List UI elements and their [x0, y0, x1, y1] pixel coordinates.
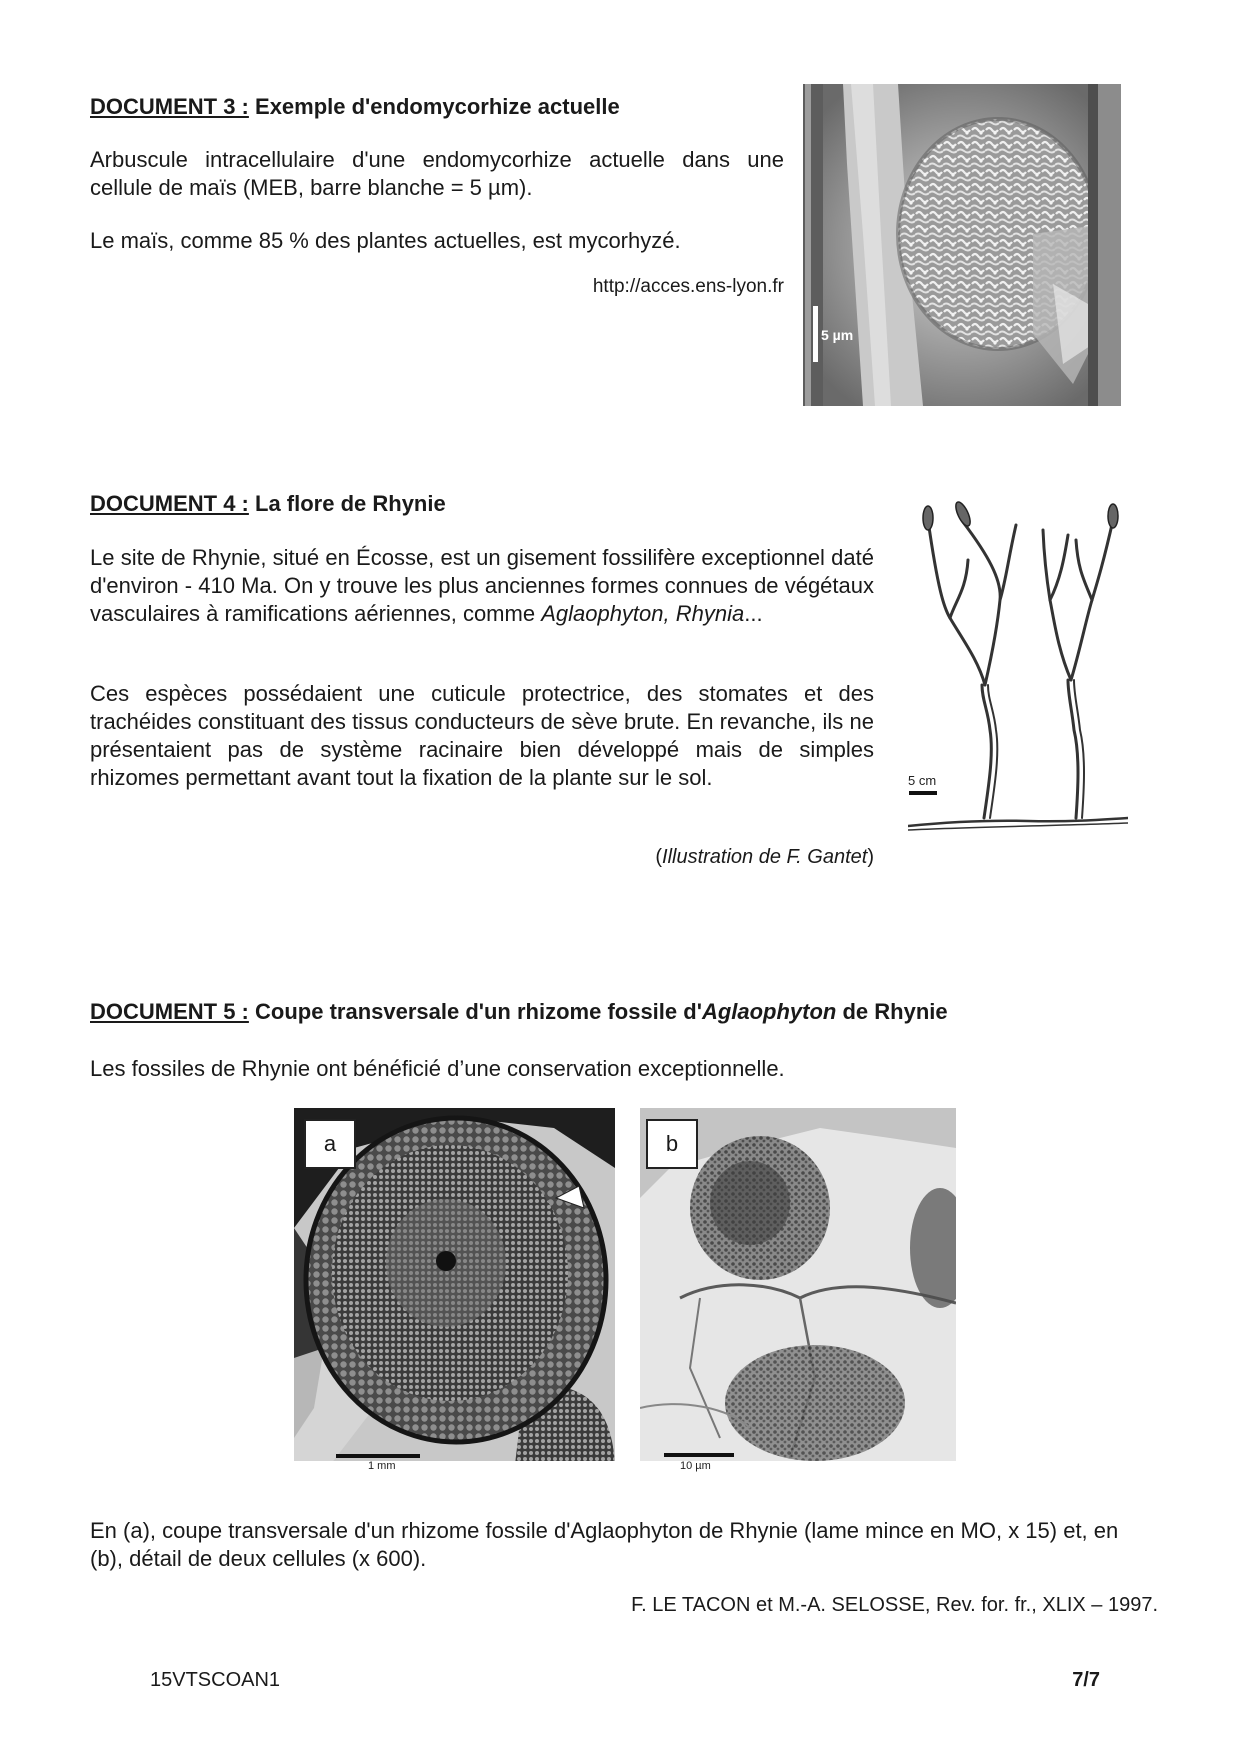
doc5-caption: En (a), coupe transversale d'un rhizome fossile d'Aglaophyton de Rhynie (lame mince en MO, x 15) et, en (b), détail de deux cellules (x 600).	[90, 1518, 1119, 1571]
doc3-heading	[90, 94, 790, 120]
doc4-credit-close: )	[867, 846, 874, 868]
rhizome-cross-section-image	[294, 1108, 615, 1473]
cell-detail-image	[640, 1108, 956, 1473]
doc5-intro: Les fossiles de Rhynie ont bénéficié d’une conservation exceptionnelle.	[90, 1056, 785, 1081]
doc5-title-italic: Aglaophyton	[701, 999, 837, 1024]
doc4-paragraph-1-end: ...	[744, 601, 763, 626]
doc4-credit-text: Illustration de F. Gantet	[662, 846, 868, 868]
doc5-label: DOCUMENT 5 :	[90, 999, 249, 1024]
doc5-source: F. LE TACON et M.-A. SELOSSE, Rev. for. fr., XLIX – 1997.	[631, 1594, 1158, 1616]
doc4-label: DOCUMENT 4 :	[90, 491, 249, 516]
doc3-paragraph-2: Le maïs, comme 85 % des plantes actuelles, est mycorhyzé.	[90, 228, 681, 253]
rhynie-plant-drawing	[908, 500, 1128, 840]
arbuscule-sem-image	[803, 84, 1121, 406]
doc4-credit-open: (	[655, 846, 663, 868]
doc4-credit	[480, 846, 874, 869]
plant-scale-label: 5 cm	[908, 773, 937, 788]
doc5-heading	[90, 999, 1150, 1025]
doc5-title-start: Coupe transversale d'un rhizome fossile d'	[255, 999, 702, 1024]
doc3-title: Exemple d'endomycorhize actuelle	[255, 94, 620, 119]
doc3-source: http://acces.ens-lyon.fr	[592, 276, 784, 297]
figure-a-label: a	[304, 1119, 356, 1169]
doc4-paragraph-1	[90, 544, 874, 628]
doc3-label: DOCUMENT 3 :	[90, 94, 249, 119]
cell-scale-bar	[664, 1453, 734, 1457]
rhynie-plant-illustration	[908, 500, 1128, 840]
sem-scale-label: 5 µm	[821, 327, 854, 343]
rhizome-scale-bar	[336, 1454, 420, 1458]
doc5-title-end: de Rhynie	[836, 999, 948, 1024]
footer-page-number: 7/7	[1072, 1669, 1100, 1691]
figure-b-label: b	[646, 1119, 698, 1169]
doc3-paragraph-1: Arbuscule intracellulaire d'une endomycorhize actuelle dans une cellule de maïs (MEB, barre blanche = 5 µm).	[90, 147, 784, 200]
cell-scale-label: 10 µm	[680, 1460, 711, 1472]
footer-code: 15VTSCOAN1	[150, 1669, 281, 1691]
arbuscule-sem-drawing	[803, 84, 1121, 406]
doc4-paragraph-2: Ces espèces possédaient une cuticule protectrice, des stomates et des trachéides constituant des tissus conducteurs de sève brute. En revanche, ils ne présentaient pas de système racinaire bien développé mais de simples rhizomes permettant avant tout la fixation de la plante sur le sol.	[90, 681, 874, 790]
rhizome-scale-label: 1 mm	[368, 1460, 396, 1472]
doc4-heading	[90, 491, 790, 517]
sem-scale-bar	[813, 306, 818, 362]
doc4-paragraph-1-text: Le site de Rhynie, situé en Écosse, est un gisement fossilifère exceptionnel daté d'environ - 410 Ma. On y trouve les plus anciennes formes connues de végétaux vasculaires à ramifications aériennes, comme	[90, 545, 874, 626]
plant-scale-bar	[909, 791, 937, 795]
doc4-title: La flore de Rhynie	[255, 491, 446, 516]
doc4-species-names: Aglaophyton, Rhynia	[541, 601, 745, 626]
